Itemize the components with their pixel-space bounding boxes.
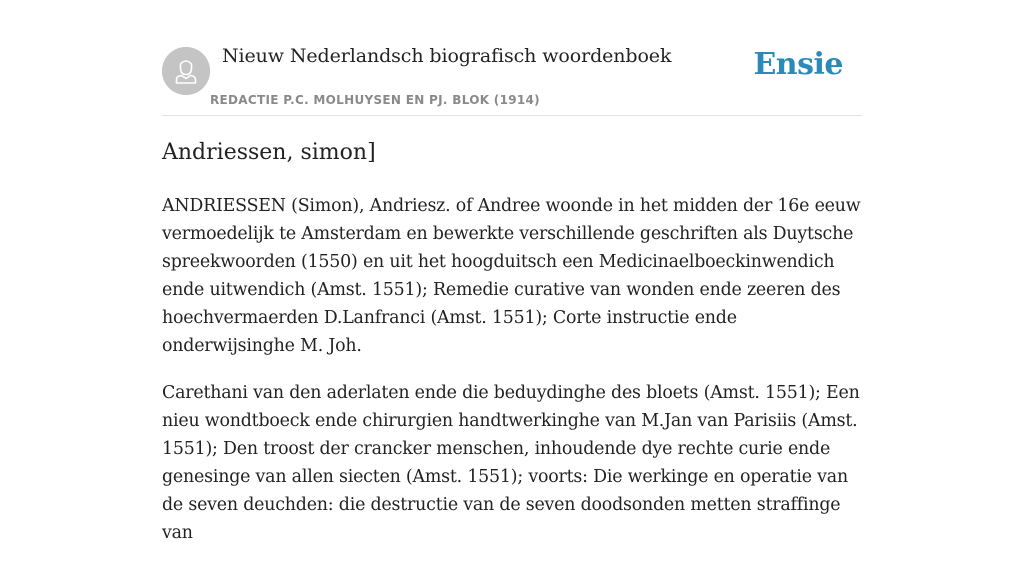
content-container xyxy=(162,0,862,543)
entry-body xyxy=(162,192,862,566)
entry-paragraph: ANDRIESSEN (Simon), Andriesz. of Andree woonde in het midden der 16e eeuw vermoedelijk te Amsterdam en bewerkte verschillende geschriften als Duytsche spreekwoorden (1550) en uit het hoogduitsch een Medicinaelboeckinwendich ende uitwendich (Amst. 1551); Remedie curative van wonden ende zeeren des hoechvermaerden D.Lanfranci (Amst. 1551); Corte instructie ende onderwijsinghe M. Joh. xyxy=(162,196,861,356)
editors-credit: REDACTIE P.C. MOLHUYSEN EN PJ. BLOK (1914) xyxy=(210,93,540,107)
header xyxy=(162,0,862,116)
entry-title: Andriessen, simon] xyxy=(162,140,376,165)
user-silhouette-icon xyxy=(162,47,210,95)
entry-paragraph: Carethani van den aderlaten ende die beduydinghe des bloets (Amst. 1551); Een nieu wondtboeck ende chirurgien handtwerkinghe van M.Jan van Parisiis (Amst. 1551); Den troost der crancker menschen, inhoudende dye rechte curie ende genesinge van allen siecten (Amst. 1551); voorts: Die werkinge en operatie van de seven deuchden: die destructie van de seven doodsonden metten straffinge van xyxy=(162,383,860,543)
ensie-logo[interactable]: Ensie xyxy=(753,47,843,82)
book-title[interactable]: Nieuw Nederlandsch biografisch woordenboek xyxy=(222,45,672,67)
